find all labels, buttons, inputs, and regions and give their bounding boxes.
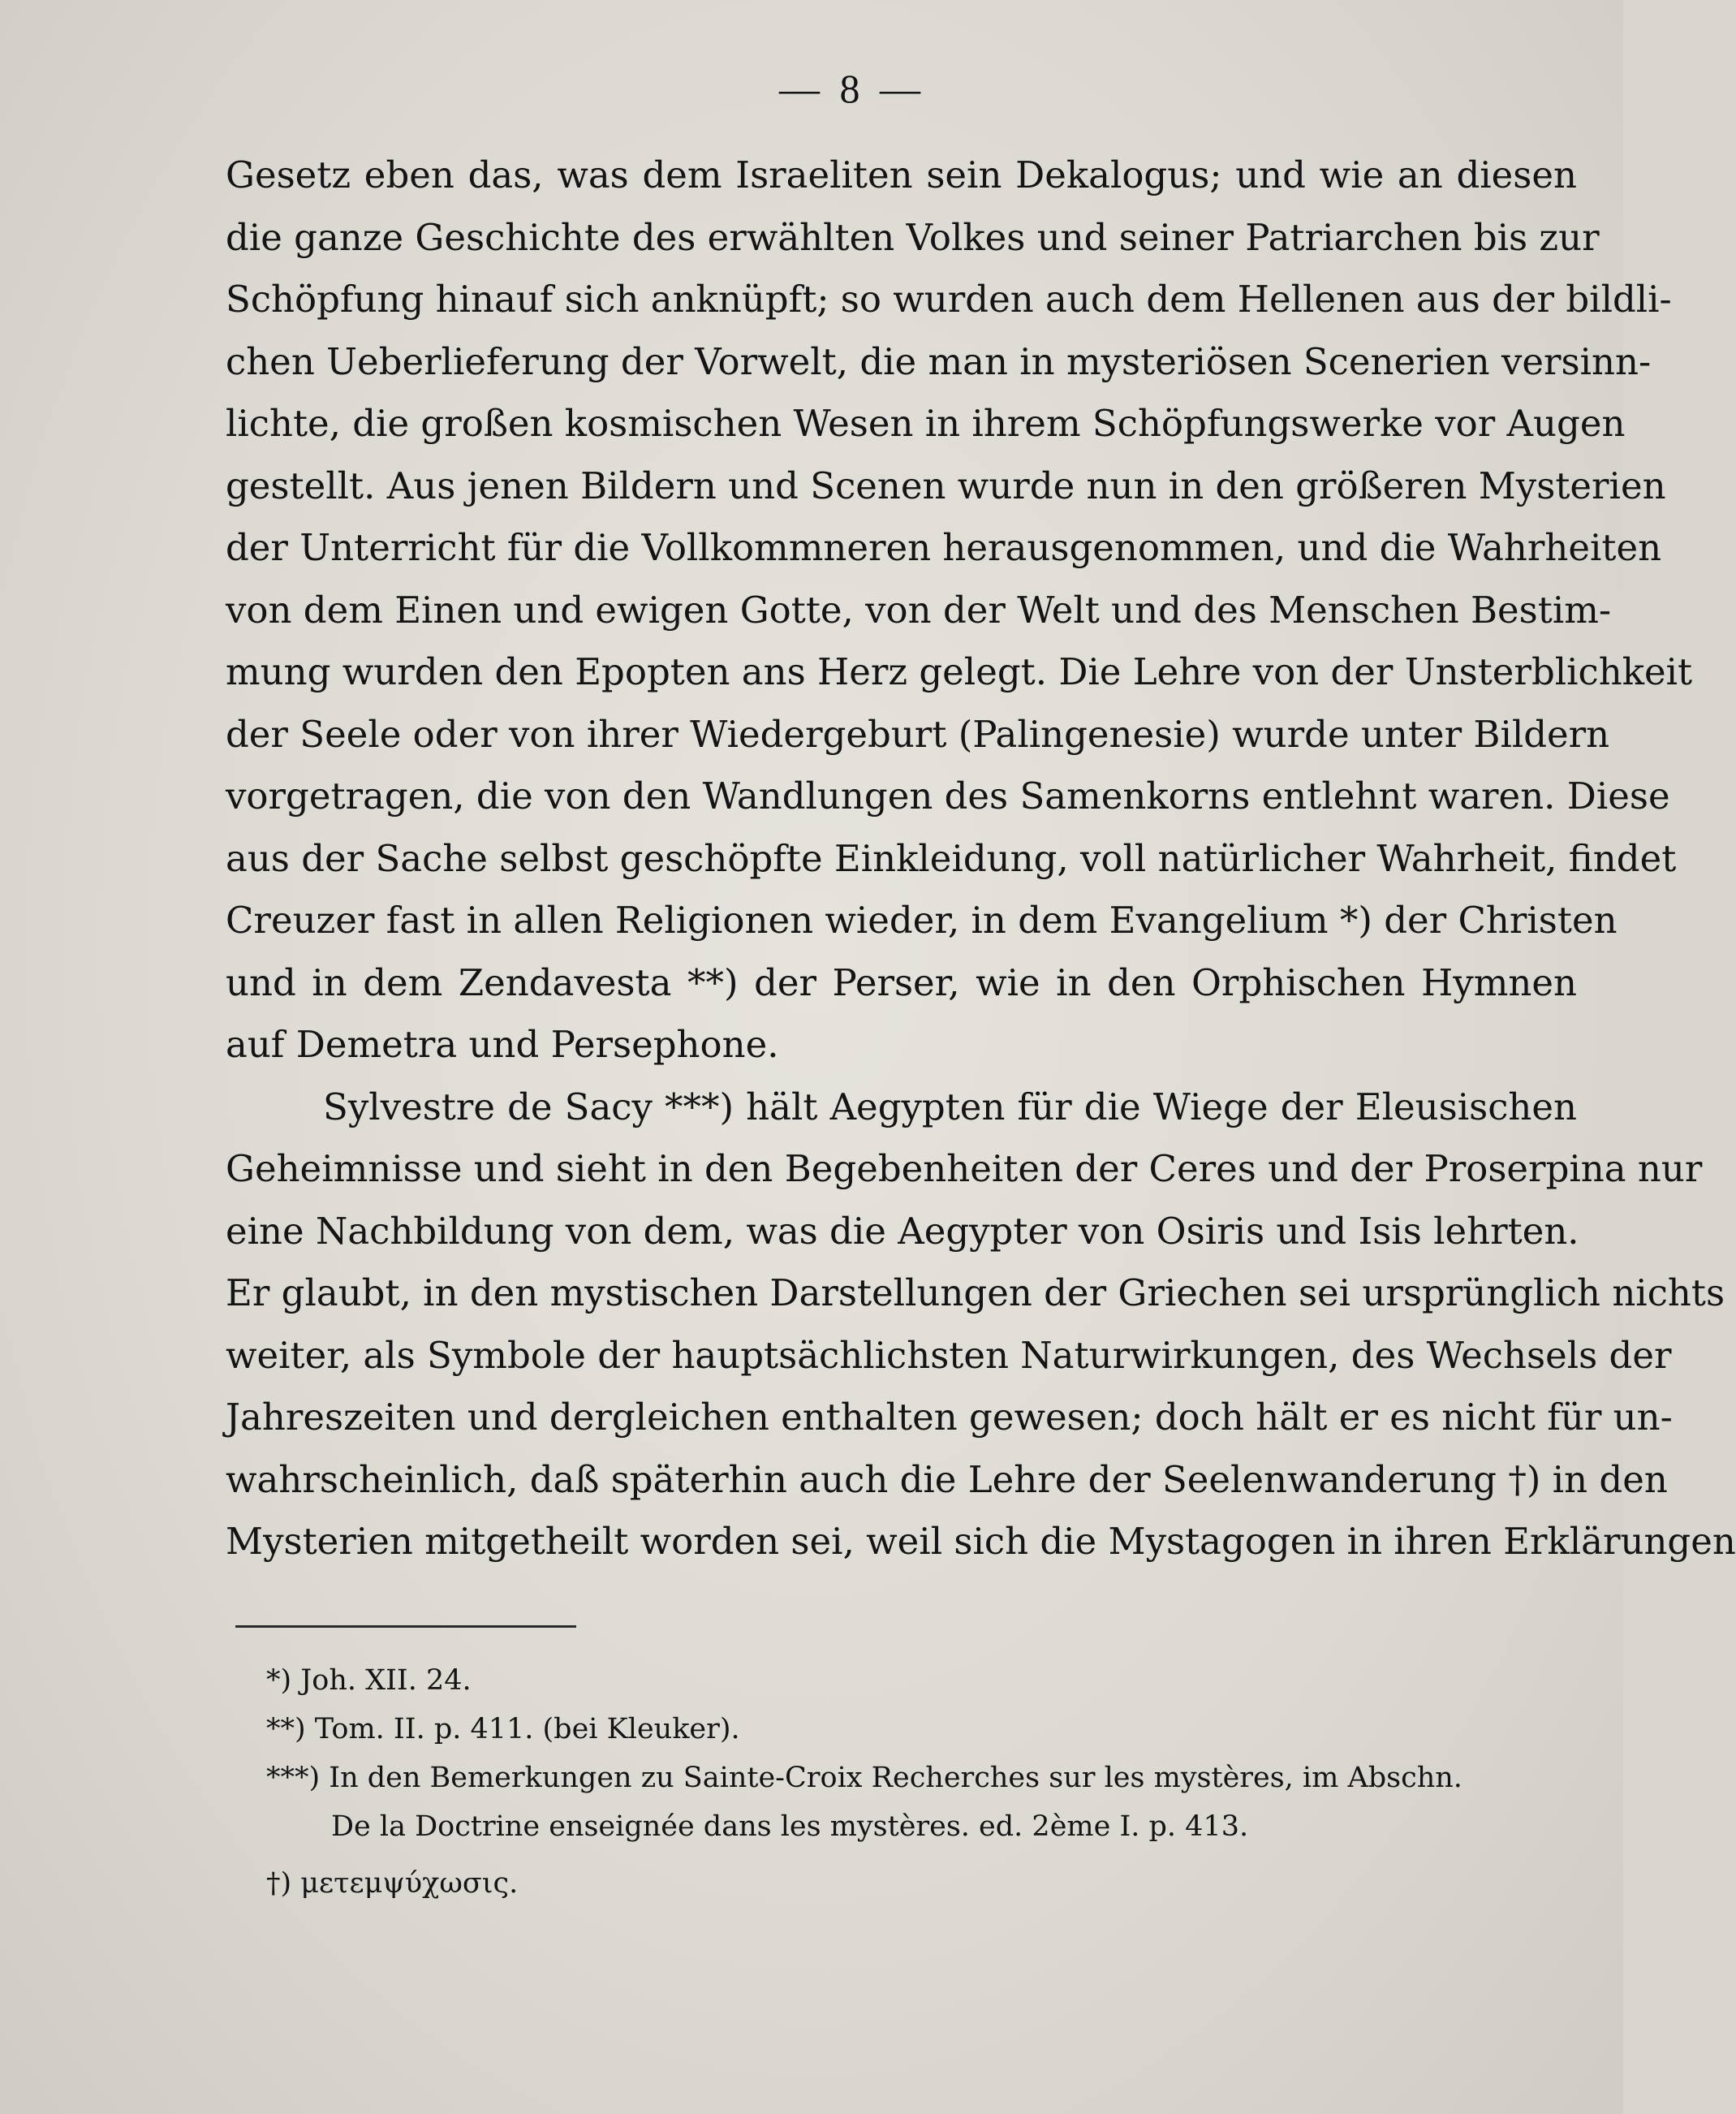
text-line: eine Nachbildung von dem, was die Aegypter von Osiris und Isis lehrten. [226,1209,1579,1253]
text-line: der Unterricht für die Vollkommneren herausgenommen, und die Wahrheiten [226,526,1662,569]
text-line: der Seele oder von ihrer Wiedergeburt (Palingenesie) wurde unter Bildern [226,712,1610,756]
footnotes-block [266,1656,1581,1908]
page-number: — 8 — [779,66,925,111]
footnote-divider [235,1625,576,1628]
footnote: *) Joh. XII. 24. [266,1664,472,1697]
text-line: chen Ueberlieferung der Vorwelt, die man in mysteriösen Scenerien versinn- [226,339,1652,383]
text-line: vorgetragen, die von den Wandlungen des Samenkorns entlehnt waren. Diese [226,774,1670,818]
paragraph-start-line: Sylvestre de Sacy ***) hält Aegypten für die Wiege der Eleusischen [323,1085,1577,1128]
text-line: Er glaubt, in den mystischen Darstellungen der Griechen sei ursprünglich nichts [226,1271,1725,1314]
text-line: Geheimnisse und sieht in den Begebenheiten der Ceres und der Proserpina nur [226,1147,1703,1190]
text-line: und in dem Zendavesta **) der Perser, wie in den Orphischen Hymnen [226,960,1577,1004]
text-line: von dem Einen und ewigen Gotte, von der Welt und des Menschen Bestim- [226,588,1612,632]
text-line: die ganze Geschichte des erwählten Volkes und seiner Patriarchen bis zur [226,215,1600,259]
footnote: †) μετεμψύχωσις. [266,1867,519,1900]
text-line: weiter, als Symbole der hauptsächlichsten Naturwirkungen, des Wechsels der [226,1333,1672,1377]
text-line: aus der Sache selbst geschöpfte Einkleidung, voll natürlicher Wahrheit, findet [226,836,1677,880]
text-line: Schöpfung hinauf sich anknüpft; so wurden auch dem Hellenen aus der bildli- [226,278,1672,321]
text-line: auf Demetra und Persephone. [226,1023,779,1066]
text-line: wahrscheinlich, daß späterhin auch die Lehre der Seelenwanderung †) in den [226,1457,1668,1501]
text-line: Creuzer fast in allen Religionen wieder, in dem Evangelium *) der Christen [226,899,1618,942]
text-line: Jahreszeiten und dergleichen enthalten gewesen; doch hält er es nicht für un- [226,1396,1673,1439]
text-line: lichte, die großen kosmischen Wesen in ihrem Schöpfungswerke vor Augen [226,402,1626,445]
footnote: **) Tom. II. p. 411. (bei Kleuker). [266,1713,740,1745]
main-text-block [226,145,1736,1573]
text-line: gestellt. Aus jenen Bildern und Scenen wurde nun in den größeren Mysterien [226,464,1666,507]
text-line: mung wurden den Epopten ans Herz gelegt. Die Lehre von der Unsterblichkeit [226,650,1693,693]
text-line: Mysterien mitgetheilt worden sei, weil sich die Mystagogen in ihren Erklärungen [226,1520,1736,1563]
footnote: ***) In den Bemerkungen zu Sainte-Croix Recherches sur les mystères, im Abschn. [266,1762,1462,1794]
text-line: Gesetz eben das, was dem Israeliten sein Dekalogus; und wie an diesen [226,153,1577,196]
footnote-continuation: De la Doctrine enseignée dans les mystères. ed. 2ème I. p. 413. [331,1810,1249,1843]
